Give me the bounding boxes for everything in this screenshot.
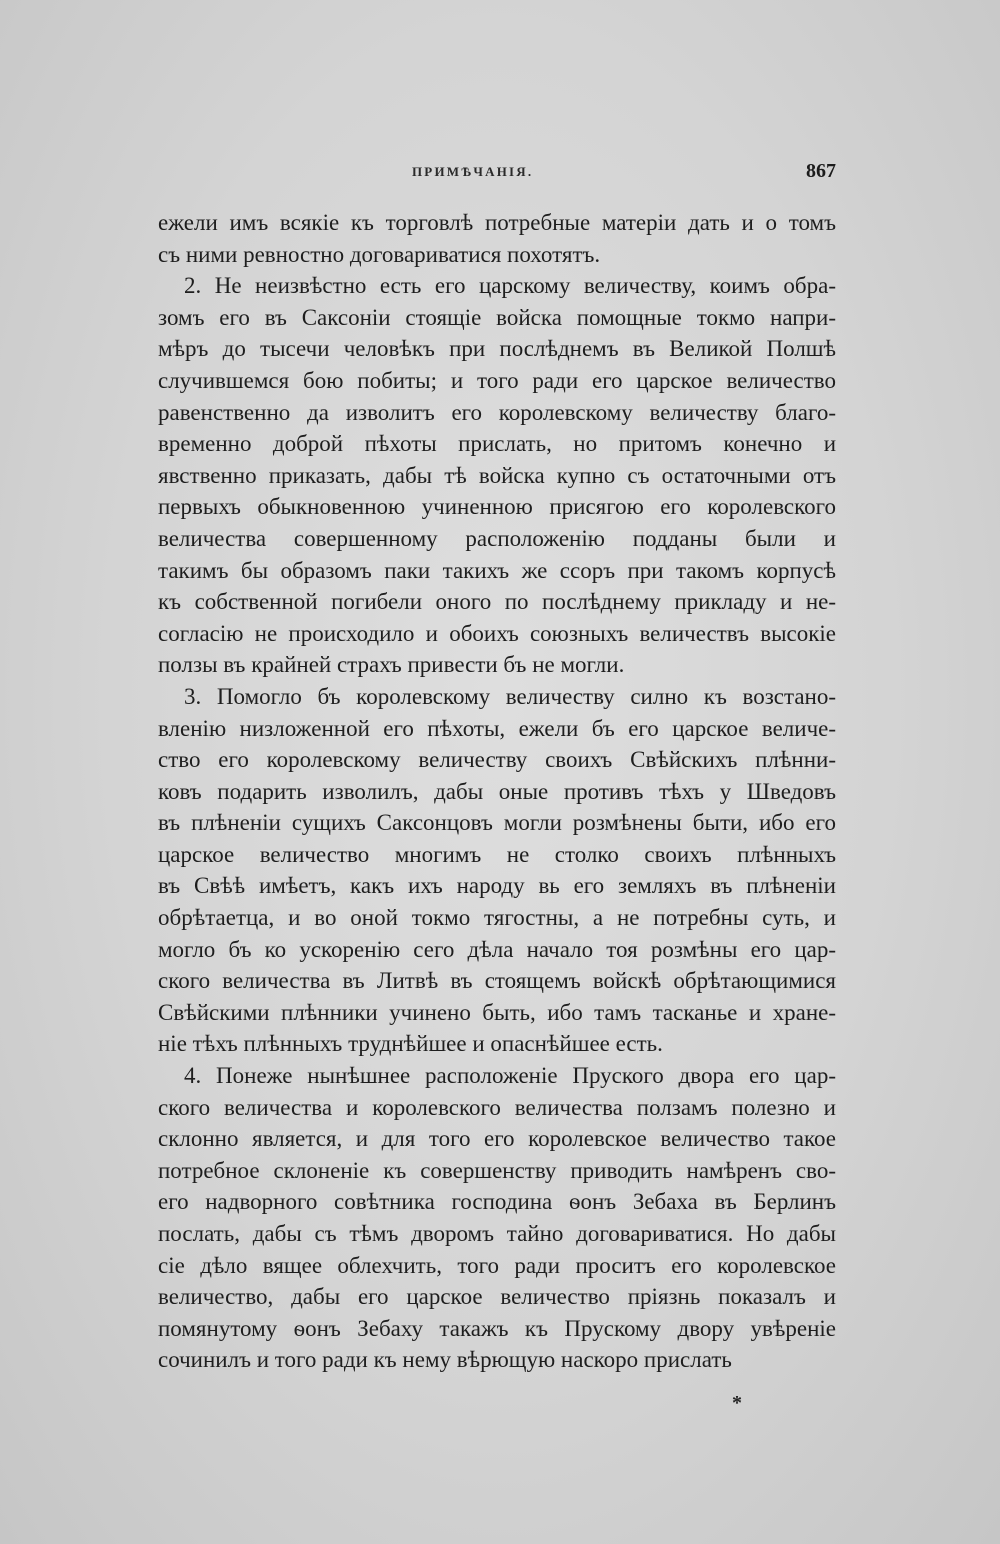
body-text xyxy=(158,207,836,1376)
text-line: 3. Помогло бъ королевскому величеству силно къ возстано- xyxy=(184,683,836,709)
text-line: 2. Не неизвѣстно есть его царскому величеству, коимъ обра- xyxy=(184,273,836,299)
text-line: первыхъ обыкновенною учиненною присягою его королевского xyxy=(158,494,836,520)
text-line: равенственно да изволитъ его королевскому величеству благо- xyxy=(158,399,836,425)
text-line: въ Свѣѣ имѣетъ, какъ ихъ народу вь его земляхъ въ плѣненіи xyxy=(158,873,836,899)
running-head: ПРИМѢЧАНІЯ. xyxy=(412,164,534,179)
text-line: сочинилъ и того ради къ нему вѣрющую наскоро прислать xyxy=(158,1347,732,1373)
text-line: явственно приказать, дабы тѣ войска купно съ остаточными отъ xyxy=(158,462,836,488)
text-line: помянутому ѳонъ Зебаху такажъ къ Прускому двору увѣреніе xyxy=(158,1315,836,1341)
text-line: ежели имъ всякіе къ торговлѣ потребные матеріи дать и о томъ xyxy=(158,210,836,235)
text-line: величества совершенному расположенію подданы были и xyxy=(158,525,836,551)
text-line: послать, дабы съ тѣмъ дворомъ тайно договариватися. Но дабы xyxy=(158,1221,836,1246)
text-line: величество, дабы его царское величество пріязнь показалъ и xyxy=(158,1284,836,1310)
text-line: мѣръ до тысечи человѣкъ при послѣднемъ въ Великой Полшѣ xyxy=(158,336,836,362)
text-line: ского величества въ Литвѣ въ стоящемъ войскѣ обрѣтающимися xyxy=(158,968,836,994)
text-line: ніе тѣхъ плѣнныхъ труднѣйшее и опаснѣйшее есть. xyxy=(158,1031,663,1057)
signature-mark: * xyxy=(732,1392,742,1414)
text-line: временно доброй пѣхоты прислать, но притомъ конечно и xyxy=(158,431,836,457)
text-line: царское величество многимъ не столко своихъ плѣнныхъ xyxy=(158,841,836,867)
text-line: сіе дѣло вящее облехчить, того ради проситъ его королевское xyxy=(158,1252,836,1278)
text-line: ство его королевскому величеству своихъ Свѣйскихъ плѣнни- xyxy=(158,747,836,773)
text-line: зомъ его въ Саксоніи стоящіе войска помощные токмо напри- xyxy=(158,304,836,330)
text-line: ползы въ крайней страхъ привести бъ не могли. xyxy=(158,652,625,678)
page-header xyxy=(160,160,836,184)
text-line: Свѣйскими плѣнники учинено быть, ибо тамъ тасканье и хране- xyxy=(158,999,836,1025)
text-line: потребное склоненіе къ совершенству приводить намѣренъ сво- xyxy=(158,1157,836,1183)
text-line: съ ними ревностно договариватися похотятъ. xyxy=(158,241,601,267)
page-number: 867 xyxy=(806,160,836,182)
text-line: въ плѣненіи сущихъ Саксонцовъ могли розмѣнены быти, ибо его xyxy=(158,810,836,836)
text-line: согласію не происходило и обоихъ союзныхъ величествъ высокіе xyxy=(158,620,836,646)
text-line: обрѣтаетца, и во оной токмо тягостны, а не потребны суть, и xyxy=(158,905,836,931)
text-line: такимъ бы образомъ паки такихъ же ссоръ при такомъ корпусѣ xyxy=(158,557,836,583)
text-line: ского величества и королевского величества ползамъ полезно и xyxy=(158,1094,836,1120)
text-line: 4. Понеже нынѣшнее расположеніе Пруского двора его цар- xyxy=(184,1063,836,1089)
text-line: къ собственной погибели оного по послѣднему прикладу и не- xyxy=(158,589,836,615)
text-line: могло бъ ко ускоренію сего дѣла начало тоя розмѣны его цар- xyxy=(158,936,836,962)
text-line: его надворного совѣтника господина ѳонъ Зебаха въ Берлинъ xyxy=(158,1189,836,1215)
text-line: случившемся бою побиты; и того ради его царское величество xyxy=(158,367,836,393)
text-line: вленію низложенной его пѣхоты, ежели бъ его царское величе- xyxy=(158,715,836,741)
text-line: склонно является, и для того его королевское величество такое xyxy=(158,1126,836,1152)
text-line: ковъ подарить изволилъ, дабы оные противъ тѣхъ у Шведовъ xyxy=(158,778,836,804)
